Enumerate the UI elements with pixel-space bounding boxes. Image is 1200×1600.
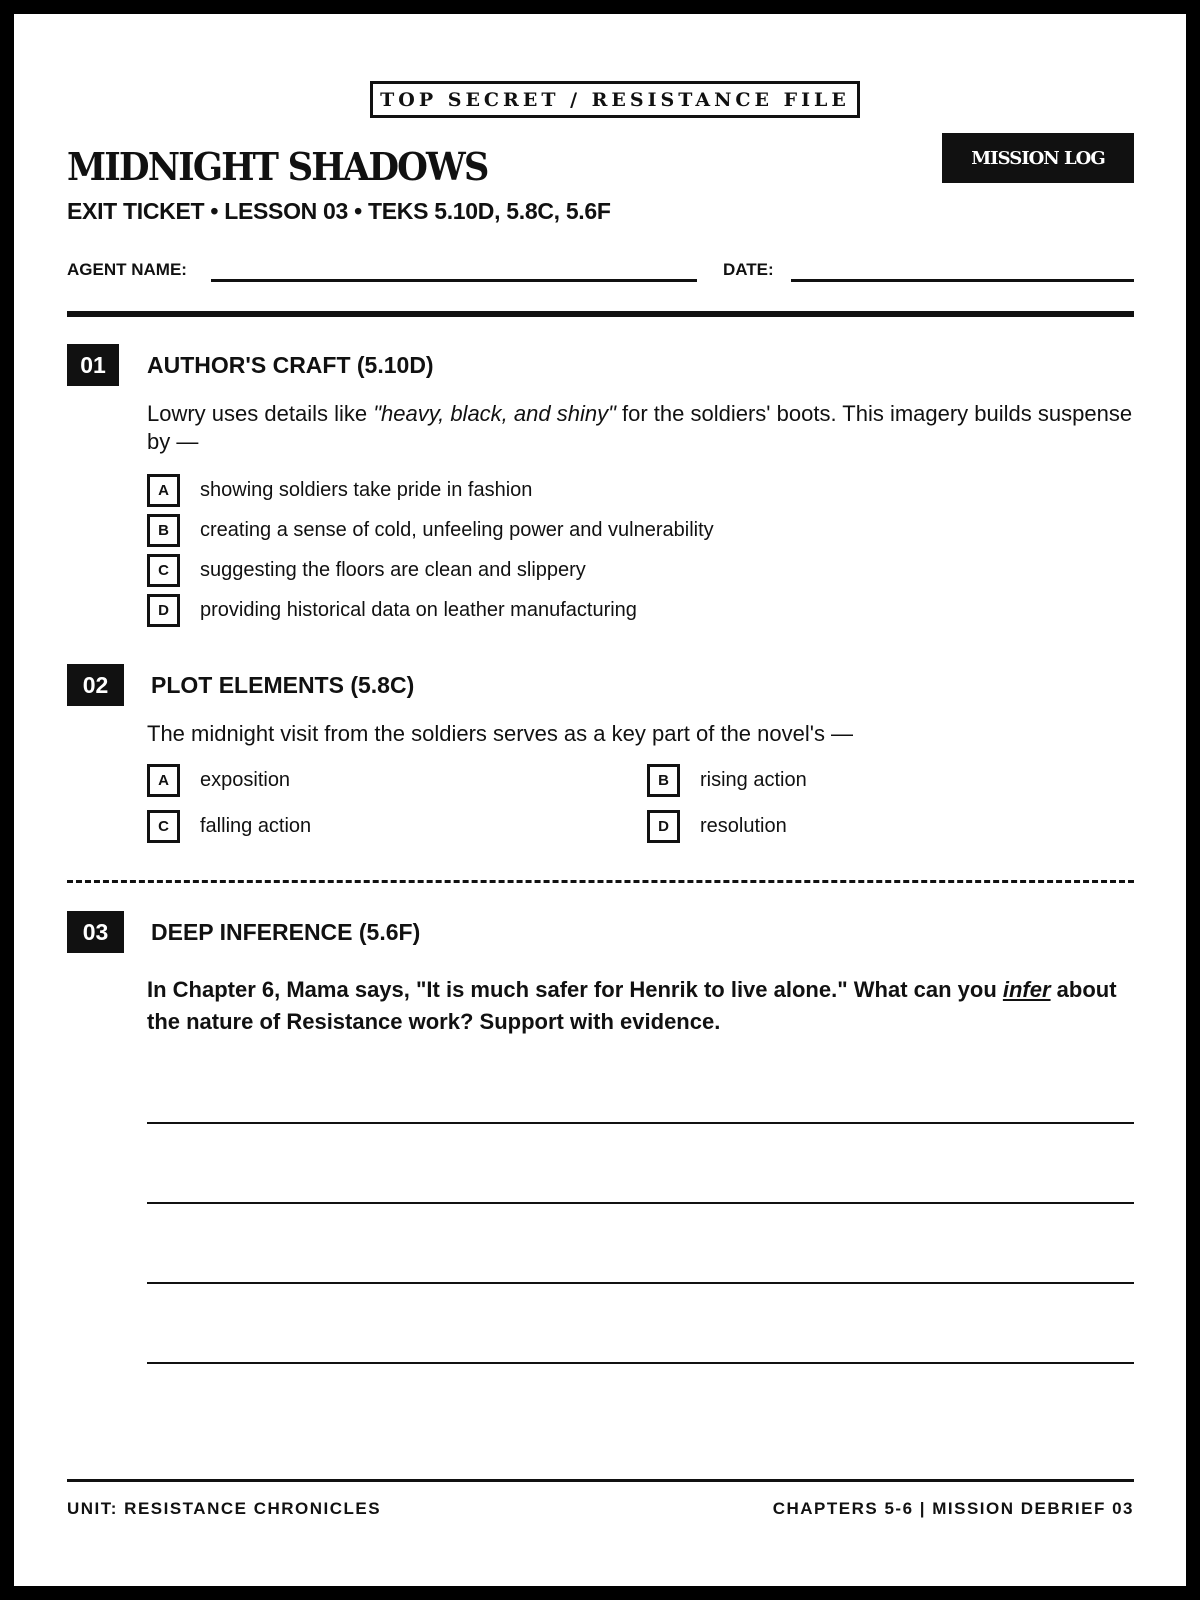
classification-banner: TOP SECRET / RESISTANCE FILE	[370, 81, 860, 118]
footer-chapters: CHAPTERS 5-6 | MISSION DEBRIEF 03	[772, 1499, 1134, 1518]
checkbox[interactable]: A	[147, 474, 180, 507]
question-prompt	[147, 974, 1142, 1038]
option-a[interactable]	[147, 760, 290, 800]
option-d[interactable]	[647, 806, 787, 846]
dashed-divider	[67, 880, 1134, 883]
question-text	[147, 400, 1137, 456]
q1-options	[147, 470, 714, 630]
checkbox[interactable]: A	[147, 764, 180, 797]
option-b[interactable]	[647, 760, 807, 800]
question-number: 01	[67, 344, 119, 386]
question-number: 03	[67, 911, 124, 953]
checkbox[interactable]: D	[647, 810, 680, 843]
agent-name-field[interactable]	[211, 279, 697, 282]
option-label: falling action	[200, 814, 312, 837]
text: for the soldiers' boots. This imagery builds suspense by —	[147, 401, 1133, 454]
answer-line[interactable]	[147, 1282, 1134, 1284]
option-label: showing soldiers take pride in fashion	[200, 478, 533, 501]
worksheet-page	[14, 14, 1186, 1586]
emphasis: infer	[1002, 977, 1051, 1002]
option-b[interactable]	[147, 510, 714, 550]
page-subtitle: EXIT TICKET • LESSON 03 • TEKS 5.10D, 5.8C, 5.6F	[67, 198, 611, 224]
answer-line[interactable]	[147, 1122, 1134, 1124]
page-title: MIDNIGHT SHADOWS	[67, 144, 488, 189]
date-label: DATE:	[723, 260, 774, 279]
text: In Chapter 6, Mama says, "It is much safer for Henrik to live alone." What can you	[147, 977, 1003, 1002]
option-label: providing historical data on leather manufacturing	[200, 598, 637, 621]
question-title: PLOT ELEMENTS (5.8C)	[151, 672, 415, 698]
checkbox[interactable]: C	[147, 554, 180, 587]
mission-log-badge: MISSION LOG	[942, 133, 1134, 183]
text: Lowry uses details like	[147, 401, 374, 426]
debrief: MISSION DEBRIEF 03	[932, 1499, 1134, 1518]
checkbox[interactable]: D	[147, 594, 180, 627]
option-label: creating a sense of cold, unfeeling power and vulnerability	[200, 518, 714, 541]
divider	[67, 311, 1134, 317]
footer-unit: UNIT: RESISTANCE CHRONICLES	[67, 1499, 382, 1518]
option-label: exposition	[200, 768, 291, 791]
chapters: CHAPTERS 5-6	[772, 1499, 914, 1518]
checkbox[interactable]: B	[647, 764, 680, 797]
option-label: suggesting the floors are clean and slippery	[200, 558, 586, 581]
answer-line[interactable]	[147, 1202, 1134, 1204]
option-a[interactable]	[147, 470, 714, 510]
question-number: 02	[67, 664, 124, 706]
option-c[interactable]	[147, 806, 311, 846]
answer-line[interactable]	[147, 1362, 1134, 1364]
question-title: DEEP INFERENCE (5.6F)	[151, 919, 421, 945]
quote: "heavy, black, and shiny"	[373, 401, 616, 426]
option-c[interactable]	[147, 550, 714, 590]
text: about the nature of Resistance work? Support with evidence.	[147, 977, 1117, 1034]
checkbox[interactable]: B	[147, 514, 180, 547]
footer-rule	[67, 1479, 1134, 1482]
option-label: resolution	[700, 814, 787, 837]
option-d[interactable]	[147, 590, 714, 630]
checkbox[interactable]: C	[147, 810, 180, 843]
date-field[interactable]	[791, 279, 1134, 282]
agent-name-label: AGENT NAME:	[67, 260, 187, 279]
option-label: rising action	[700, 768, 807, 791]
question-title: AUTHOR'S CRAFT (5.10D)	[147, 352, 434, 378]
question-text: The midnight visit from the soldiers serves as a key part of the novel's —	[147, 721, 854, 746]
